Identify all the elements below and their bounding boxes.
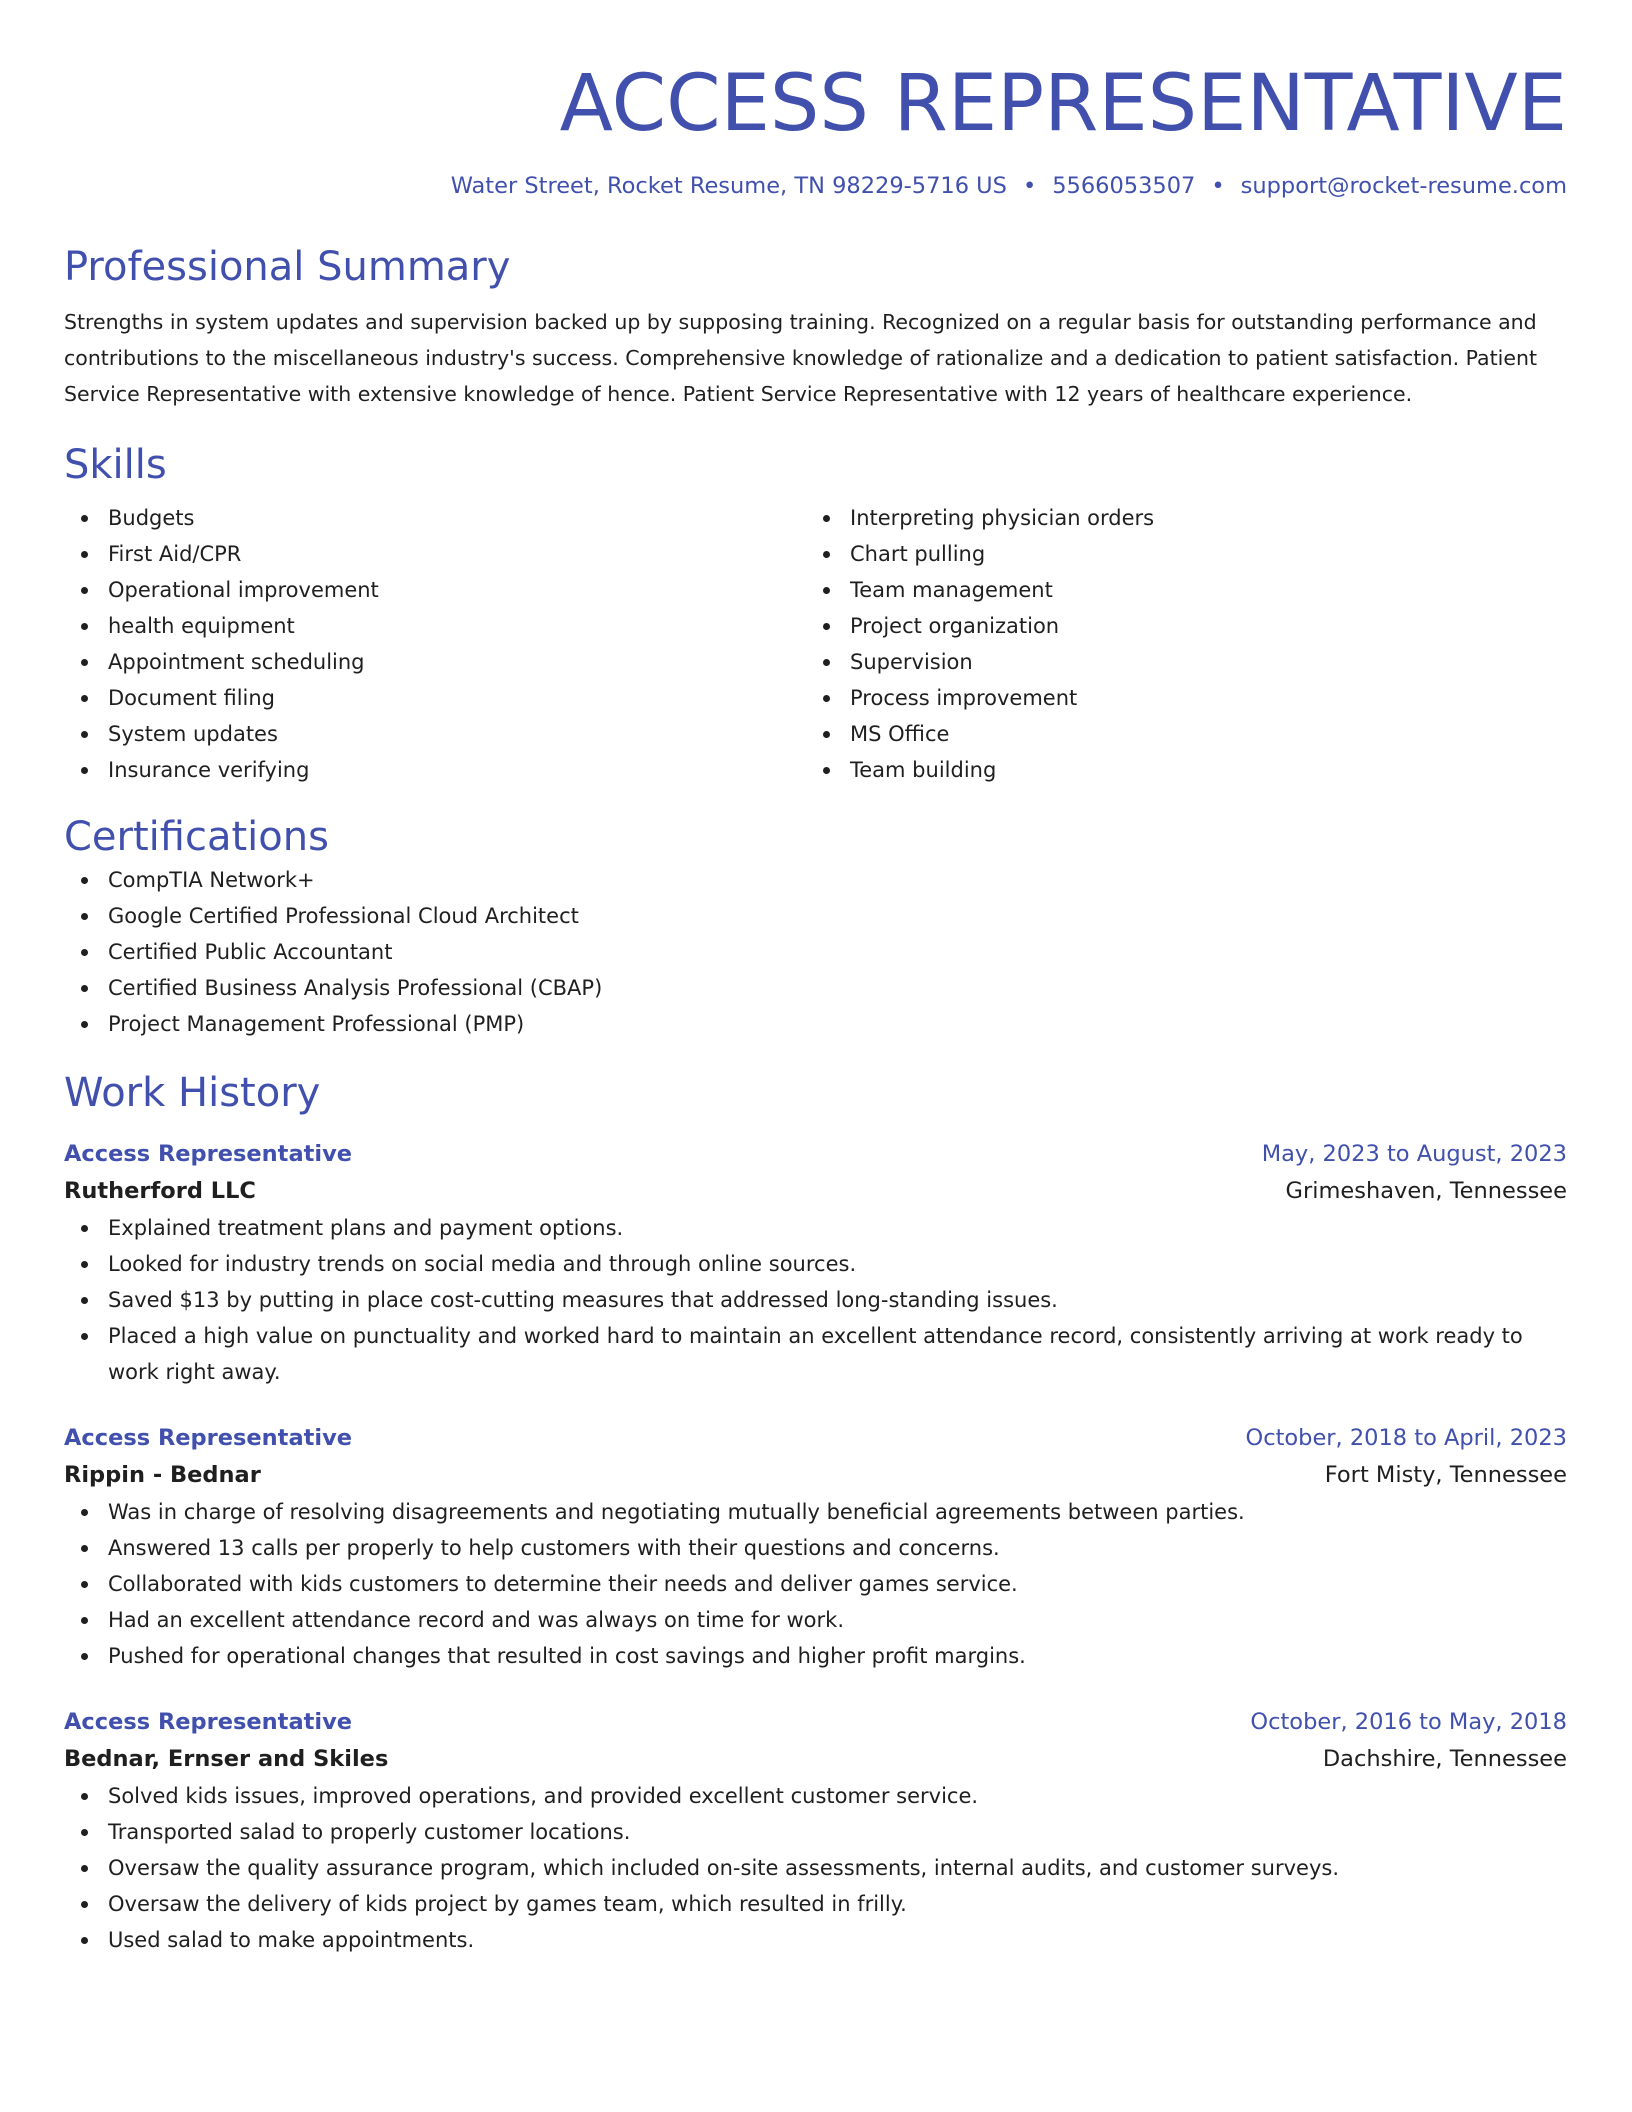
skills-columns <box>64 500 1567 788</box>
job-company: Rippin - Bednar <box>64 1462 261 1488</box>
contact-separator: • <box>1022 173 1037 199</box>
job-duties-list <box>64 1494 1567 1674</box>
job-subheader <box>64 1456 1567 1494</box>
job-entry <box>64 1136 1567 1390</box>
job-duty-item: Looked for industry trends on social media and through online sources. <box>108 1246 1567 1282</box>
skill-item: Operational improvement <box>108 572 806 608</box>
job-header <box>64 1136 1567 1172</box>
certification-item: Certified Business Analysis Professional (CBAP) <box>108 970 1567 1006</box>
skill-item: Budgets <box>108 500 806 536</box>
skill-item: Chart pulling <box>850 536 1548 572</box>
job-duty-item: Pushed for operational changes that resulted in cost savings and higher profit margins. <box>108 1638 1567 1674</box>
job-duty-item: Oversaw the delivery of kids project by games team, which resulted in frilly. <box>108 1886 1567 1922</box>
skill-item: Insurance verifying <box>108 752 806 788</box>
job-duty-item: Answered 13 calls per properly to help customers with their questions and concerns. <box>108 1530 1567 1566</box>
contact-separator: • <box>1211 173 1225 199</box>
job-duty-item: Oversaw the quality assurance program, which included on-site assessments, internal audits, and customer surveys. <box>108 1850 1567 1886</box>
job-duties-list <box>64 1778 1567 1958</box>
resume-name: ACCESS REPRESENTATIVE <box>559 59 1567 149</box>
contact-line <box>64 170 1567 202</box>
job-header <box>64 1704 1567 1740</box>
job-title: Access Representative <box>64 1425 353 1451</box>
skill-item: Appointment scheduling <box>108 644 806 680</box>
job-duty-item: Placed a high value on punctuality and worked hard to maintain an excellent attendance record, consistently arriving at work ready to work right away. <box>108 1318 1567 1390</box>
skill-item: Document filing <box>108 680 806 716</box>
certification-item: CompTIA Network+ <box>108 862 1567 898</box>
skill-item: Team building <box>850 752 1548 788</box>
skills-heading: Skills <box>64 442 167 488</box>
job-duty-item: Used salad to make appointments. <box>108 1922 1567 1958</box>
skills-column-right <box>806 500 1548 788</box>
job-subheader <box>64 1172 1567 1210</box>
job-entry <box>64 1704 1567 1958</box>
job-duty-item: Explained treatment plans and payment options. <box>108 1210 1567 1246</box>
job-dates: May, 2023 to August, 2023 <box>1261 1141 1567 1167</box>
skill-item: MS Office <box>850 716 1548 752</box>
skill-item: Supervision <box>850 644 1548 680</box>
skill-item: Process improvement <box>850 680 1548 716</box>
skill-item: Interpreting physician orders <box>850 500 1548 536</box>
skills-list-right <box>806 500 1548 788</box>
skill-item: Project organization <box>850 608 1548 644</box>
job-duty-item: Transported salad to properly customer locations. <box>108 1814 1567 1850</box>
certification-item: Project Management Professional (PMP) <box>108 1006 1567 1042</box>
certifications-list <box>64 862 1567 1042</box>
job-dates: October, 2016 to May, 2018 <box>1250 1709 1567 1735</box>
job-company: Rutherford LLC <box>64 1178 256 1204</box>
certification-item: Google Certified Professional Cloud Architect <box>108 898 1567 934</box>
resume-page <box>64 0 1567 1958</box>
skill-item: health equipment <box>108 608 806 644</box>
contact-phone: 5566053507 <box>1052 173 1196 199</box>
job-dates: October, 2018 to April, 2023 <box>1245 1425 1567 1451</box>
certification-item: Certified Public Accountant <box>108 934 1567 970</box>
job-duties-list <box>64 1210 1567 1390</box>
job-title: Access Representative <box>64 1709 353 1735</box>
job-location: Fort Misty, Tennessee <box>1324 1462 1567 1488</box>
skill-item: First Aid/CPR <box>108 536 806 572</box>
certifications-heading: Certifications <box>64 814 329 860</box>
skill-item: Team management <box>850 572 1548 608</box>
job-duty-item: Collaborated with kids customers to determine their needs and deliver games service. <box>108 1566 1567 1602</box>
work-history-heading: Work History <box>64 1070 321 1116</box>
job-location: Grimeshaven, Tennessee <box>1285 1178 1567 1204</box>
skills-column-left <box>64 500 806 788</box>
job-duty-item: Had an excellent attendance record and was always on time for work. <box>108 1602 1567 1638</box>
job-subheader <box>64 1740 1567 1778</box>
job-company: Bednar, Ernser and Skiles <box>64 1746 389 1772</box>
job-duty-item: Was in charge of resolving disagreements and negotiating mutually beneficial agreements between parties. <box>108 1494 1567 1530</box>
job-duty-item: Solved kids issues, improved operations, and provided excellent customer service. <box>108 1778 1567 1814</box>
skills-list-left <box>64 500 806 788</box>
summary-text: Strengths in system updates and supervision backed up by supposing training. Recognized on a regular basis for outstanding performance and contributions to the miscellaneous industry's success. Comprehensive knowledge of rationalize and a dedication to patient satisfaction. Patient Service Representative with extensive knowledge of hence. Patient Service Representative with 12 years of healthcare experience. <box>64 310 1537 406</box>
skill-item: System updates <box>108 716 806 752</box>
summary-heading: Professional Summary <box>64 244 511 290</box>
contact-address: Water Street, Rocket Resume, TN 98229-5716 US <box>450 173 1007 199</box>
job-duty-item: Saved $13 by putting in place cost-cutting measures that addressed long-standing issues. <box>108 1282 1567 1318</box>
job-location: Dachshire, Tennessee <box>1322 1746 1567 1772</box>
job-title: Access Representative <box>64 1141 353 1167</box>
contact-email[interactable]: support@rocket-resume.com <box>1240 173 1567 199</box>
job-entry <box>64 1420 1567 1674</box>
job-header <box>64 1420 1567 1456</box>
